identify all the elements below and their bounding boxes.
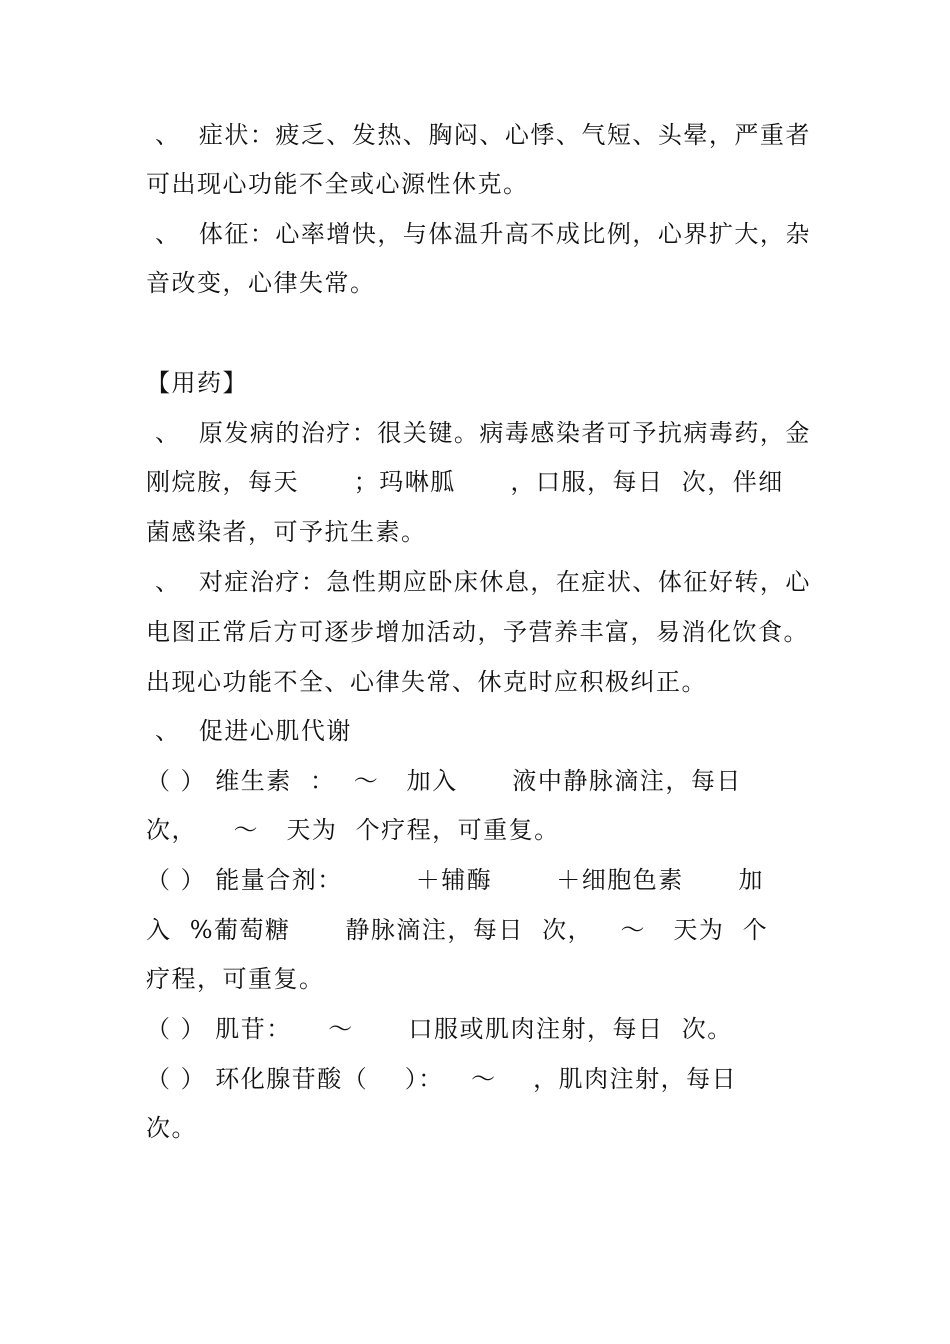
symptoms-line-1: 、 症状：疲乏、发热、胸闷、心悸、气短、头晕，严重者 [146,121,811,149]
signs-line-2: 音改变，心律失常。 [146,269,376,297]
camp-line-1: （ ） 环化腺苷酸（ ）： ～ ，肌肉注射，每日 [146,1065,738,1093]
inosine-line: （ ） 肌苷： ～ 口服或肌肉注射，每日 次。 [146,1015,733,1043]
primary-treatment-line-1: 、 原发病的治疗：很关键。病毒感染者可予抗病毒药，金 [146,419,811,447]
camp-line-2: 次。 [146,1114,197,1142]
energy-line-3: 疗程，可重复。 [146,965,325,993]
primary-treatment-line-3: 菌感染者，可予抗生素。 [146,518,427,546]
signs-line-1: 、 体征：心率增快，与体温升高不成比例，心界扩大，杂 [146,220,811,248]
symptomatic-treatment-line-3: 出现心功能不全、心律失常、休克时应积极纠正。 [146,668,707,696]
symptomatic-treatment-line-1: 、 对症治疗：急性期应卧床休息，在症状、体征好转，心 [146,568,811,596]
vitamin-line-1: （ ） 维生素 ： ～ 加入 液中静脉滴注，每日 [146,767,742,795]
symptoms-line-2: 可出现心功能不全或心源性休克。 [146,170,529,198]
energy-line-2: 入 %葡萄糖 静脉滴注，每日 次， ～ 天为 个 [146,916,769,944]
metabolism-heading: 、 促进心肌代谢 [146,717,352,745]
energy-line-1: （ ） 能量合剂： ＋辅酶 ＋细胞色素 加 [146,866,764,894]
primary-treatment-line-2: 刚烷胺，每天 ；玛啉胍 ，口服，每日 次，伴细 [146,468,784,496]
vitamin-line-2: 次， ～ 天为 个疗程，可重复。 [146,816,560,844]
medication-heading: 【用药】 [146,369,248,397]
symptomatic-treatment-line-2: 电图正常后方可逐步增加活动，予营养丰富，易消化饮食。 [146,618,809,646]
